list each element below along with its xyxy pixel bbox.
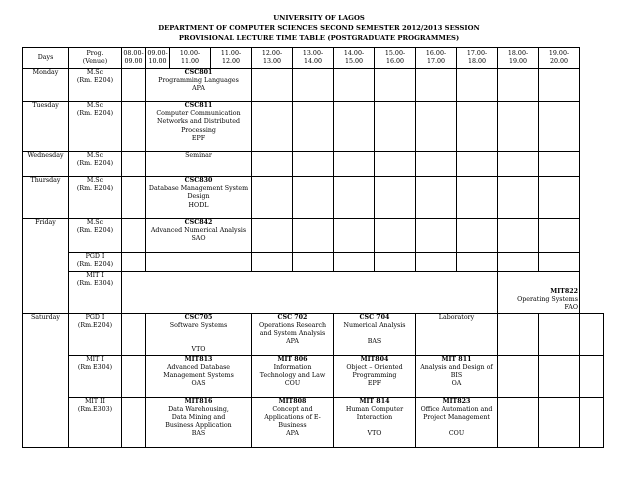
course-cell: CSC 702 Operations Research and System Analysis APA (252, 313, 334, 355)
document-header (0, 13, 638, 43)
col-days: Days (23, 48, 69, 69)
prog-cell: MIT II (Rm.E303) (69, 397, 122, 447)
course-cell: Laboratory (416, 313, 498, 355)
empty-cell (122, 102, 146, 152)
course-cell: CSC842 Advanced Numerical Analysis SAO (146, 219, 252, 253)
col-time-10: 17.00-18.00 (457, 48, 498, 69)
table-row-saturday-pgd (23, 313, 604, 355)
course-cell: MIT822 Operating Systems FAO (498, 272, 580, 314)
col-prog: Prog. (Venue) (69, 48, 122, 69)
empty-span-cell (122, 272, 498, 314)
empty-cell (122, 177, 146, 219)
table-row-monday (23, 69, 604, 102)
day-cell: Saturday (23, 313, 69, 447)
day-cell: Wednesday (23, 152, 69, 177)
col-time-8: 15.00-16.00 (375, 48, 416, 69)
empty-cell (122, 152, 146, 177)
table-row-thursday (23, 177, 604, 219)
course-cell: MIT 811 Analysis and Design of BIS OA (416, 355, 498, 397)
prog-cell: M.Sc (Rm. E204) (69, 219, 122, 253)
table-row-saturday-mit1 (23, 355, 604, 397)
department-title: DEPARTMENT OF COMPUTER SCIENCES SECOND SEMESTER 2012/2013 SESSION (158, 24, 480, 32)
table-row-friday-msc (23, 219, 604, 253)
prog-cell: MIT I (Rm E304) (69, 355, 122, 397)
timetable-title: PROVISIONAL LECTURE TIME TABLE (POSTGRADUATE PROGRAMMES) (178, 34, 460, 42)
timetable (22, 47, 604, 448)
col-time-9: 16.00-17.00 (416, 48, 457, 69)
col-time-6: 13.00-14.00 (293, 48, 334, 69)
prog-cell: M.Sc (Rm. E204) (69, 102, 122, 152)
course-cell: CSC705 Software Systems VTO (146, 313, 252, 355)
table-row-friday-mit (23, 272, 604, 314)
col-time-1: 08.00- 09.00 (122, 48, 146, 69)
day-cell: Monday (23, 69, 69, 102)
course-cell: MIT808 Concept and Applications of E- Business APA (252, 397, 334, 447)
course-cell: MIT804 Object – Oriented Programming EPF (334, 355, 416, 397)
prog-cell: M.Sc (Rm. E204) (69, 69, 122, 102)
table-row-friday-pgd (23, 253, 604, 272)
course-cell: MIT 814 Human Computer Interaction VTO (334, 397, 416, 447)
course-cell: CSC801 Programming Languages APA (146, 69, 252, 102)
course-cell: MIT813 Advanced Database Management Systems OAS (146, 355, 252, 397)
course-cell: MIT816 Data Warehousing, Data Mining and Business Application BAS (146, 397, 252, 447)
table-row-tuesday (23, 102, 604, 152)
university-name: UNIVERSITY OF LAGOS (273, 14, 365, 22)
prog-cell: M.Sc (Rm. E204) (69, 177, 122, 219)
col-time-5: 12.00-13.00 (252, 48, 293, 69)
course-cell: CSC811 Computer Communication Networks and Distributed Processing EPF (146, 102, 252, 152)
course-cell: MIT823 Office Automation and Project Management COU (416, 397, 498, 447)
table-row-saturday-mit2 (23, 397, 604, 447)
col-time-12: 19.00-20.00 (539, 48, 580, 69)
col-time-3: 10.00-11.00 (170, 48, 211, 69)
day-cell: Friday (23, 219, 69, 314)
course-cell: Seminar (146, 152, 252, 177)
prog-cell: MIT I (Rm. E304) (69, 272, 122, 314)
empty-cell (122, 219, 146, 253)
header-row (23, 48, 604, 69)
col-time-11: 18.00-19.00 (498, 48, 539, 69)
col-time-4: 11.00-12.00 (211, 48, 252, 69)
prog-cell: M.Sc (Rm. E204) (69, 152, 122, 177)
prog-cell: PGD I (Rm. E204) (69, 253, 122, 272)
course-cell: CSC830 Database Management System Design HODL (146, 177, 252, 219)
course-cell: MIT 806 Information Technology and Law COU (252, 355, 334, 397)
col-time-2: 09.00- 10.00 (146, 48, 170, 69)
day-cell: Thursday (23, 177, 69, 219)
prog-cell: PGD I (Rm.E204) (69, 313, 122, 355)
empty-cell (122, 69, 146, 102)
day-cell: Tuesday (23, 102, 69, 152)
table-row-wednesday (23, 152, 604, 177)
col-time-7: 14.00-15.00 (334, 48, 375, 69)
course-cell: CSC 704 Numerical Analysis BAS (334, 313, 416, 355)
